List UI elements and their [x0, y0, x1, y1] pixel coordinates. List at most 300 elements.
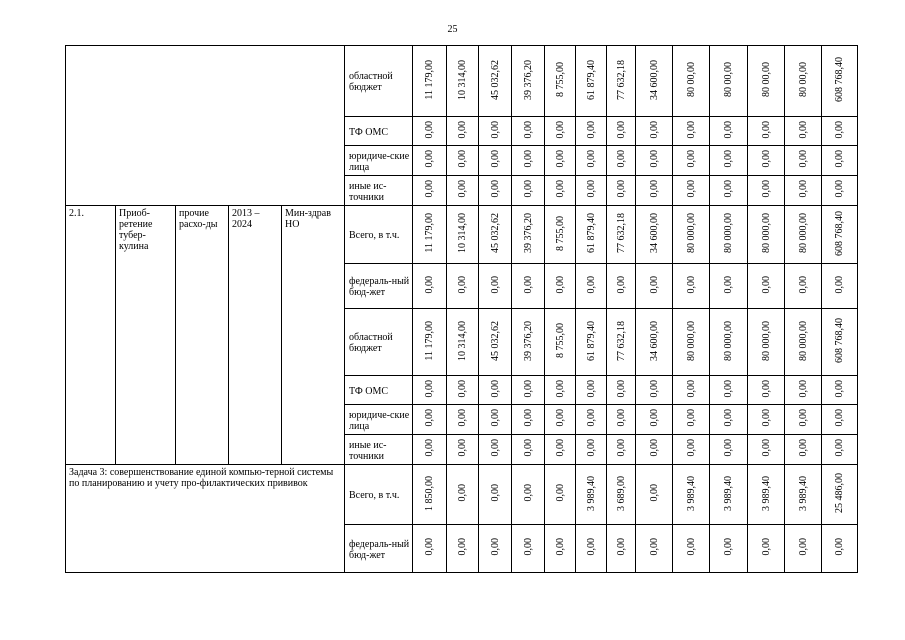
value-text: 0,00	[797, 409, 809, 427]
value-text: 0,00	[797, 120, 809, 139]
value-cell	[607, 117, 636, 146]
value-cell	[447, 435, 479, 465]
value-cell	[447, 465, 479, 525]
source-cell: областной бюджет	[345, 46, 413, 117]
value-text: 0,00	[648, 180, 660, 198]
value-cell	[447, 46, 479, 117]
value-text: 608 768,40	[834, 57, 845, 102]
value-cell	[607, 465, 636, 525]
value-text: 0,00	[648, 379, 660, 398]
value-text: 0,00	[457, 439, 468, 457]
value-text: 0,00	[797, 439, 809, 457]
source-cell: ТФ ОМС	[345, 376, 413, 405]
value-cell	[545, 46, 576, 117]
value-cell	[636, 176, 673, 206]
value-cell	[545, 465, 576, 525]
value-cell	[748, 465, 785, 525]
value-cell	[710, 525, 748, 573]
value-text: 0,00	[648, 484, 660, 502]
value-text: 0,00	[723, 120, 734, 139]
value-cell	[748, 117, 785, 146]
value-cell	[710, 435, 748, 465]
value-text: 39 376,20	[522, 213, 534, 253]
value-text: 0,00	[648, 409, 660, 427]
value-cell	[673, 264, 710, 309]
value-text: 0,00	[760, 439, 772, 457]
value-text: 0,00	[424, 180, 435, 198]
value-text: 0,00	[615, 180, 627, 198]
value-cell	[512, 465, 545, 525]
value-cell	[413, 405, 447, 435]
value-text: 0,00	[489, 538, 501, 556]
value-text: 0,00	[554, 150, 566, 168]
value-text: 0,00	[760, 180, 772, 198]
value-text: 0,00	[648, 275, 660, 294]
item-executor: Мин-здрав НО	[282, 206, 345, 465]
value-text: 608 768,40	[834, 318, 845, 363]
value-cell	[822, 465, 858, 525]
value-text: 0,00	[834, 275, 845, 294]
value-cell	[607, 435, 636, 465]
value-cell	[785, 264, 822, 309]
value-cell	[413, 146, 447, 176]
value-cell	[479, 176, 512, 206]
value-text: 0,00	[489, 439, 501, 457]
value-text: 0,00	[797, 150, 809, 168]
value-cell	[413, 176, 447, 206]
value-text: 0,00	[648, 150, 660, 168]
value-cell	[576, 264, 607, 309]
value-cell	[447, 525, 479, 573]
value-text: 80 000,00	[723, 213, 734, 253]
source-cell: Всего, в т.ч.	[345, 465, 413, 525]
value-text: 0,00	[554, 538, 566, 556]
value-cell	[545, 405, 576, 435]
value-cell	[413, 264, 447, 309]
value-cell	[413, 465, 447, 525]
value-cell	[710, 117, 748, 146]
value-cell	[413, 46, 447, 117]
value-cell	[447, 176, 479, 206]
value-text: 0,00	[615, 150, 627, 168]
value-cell	[479, 435, 512, 465]
value-cell	[710, 405, 748, 435]
budget-table	[65, 45, 858, 573]
value-cell	[447, 206, 479, 264]
value-text: 0,00	[554, 120, 566, 139]
value-cell	[479, 206, 512, 264]
value-cell	[545, 146, 576, 176]
value-cell	[822, 435, 858, 465]
value-cell	[710, 264, 748, 309]
value-text: 0,00	[554, 439, 566, 457]
value-cell	[822, 46, 858, 117]
value-text: 8 755,00	[554, 323, 566, 358]
value-cell	[636, 46, 673, 117]
value-text: 1 850,00	[424, 475, 435, 511]
value-text: 39 376,20	[522, 320, 534, 361]
value-text: 3 989,40	[585, 475, 597, 511]
value-cell	[822, 376, 858, 405]
value-cell	[710, 309, 748, 376]
value-cell	[607, 405, 636, 435]
value-cell	[785, 465, 822, 525]
value-text: 11 179,00	[424, 320, 435, 361]
value-text: 45 032,62	[489, 59, 501, 100]
value-text: 0,00	[554, 180, 566, 198]
value-text: 0,00	[723, 379, 734, 398]
value-text: 3 989,40	[760, 475, 772, 511]
value-cell	[479, 264, 512, 309]
value-text: 0,00	[489, 275, 501, 294]
source-cell: иные ис-точники	[345, 176, 413, 206]
value-text: 0,00	[554, 484, 566, 502]
value-cell	[479, 465, 512, 525]
value-cell	[710, 206, 748, 264]
value-cell	[785, 206, 822, 264]
value-text: 0,00	[834, 150, 845, 168]
value-cell	[545, 435, 576, 465]
value-text: 0,00	[424, 275, 435, 294]
value-cell	[636, 435, 673, 465]
value-cell	[748, 176, 785, 206]
value-cell	[673, 435, 710, 465]
value-text: 0,00	[457, 120, 468, 139]
value-cell	[785, 525, 822, 573]
value-text: 0,00	[685, 439, 697, 457]
value-text: 0,00	[685, 275, 697, 294]
value-cell	[512, 146, 545, 176]
value-text: 0,00	[685, 409, 697, 427]
value-cell	[576, 146, 607, 176]
value-cell	[545, 264, 576, 309]
source-cell: федераль-ный бюд-жет	[345, 264, 413, 309]
value-cell	[785, 405, 822, 435]
value-cell	[636, 206, 673, 264]
value-cell	[512, 206, 545, 264]
value-text: 0,00	[489, 180, 501, 198]
item-name: Приоб-ретение тубер-кулина	[116, 206, 176, 465]
value-cell	[479, 405, 512, 435]
value-cell	[607, 309, 636, 376]
value-text: 80 00,00	[723, 62, 734, 97]
item-period: 2013 – 2024	[229, 206, 282, 465]
page-number: 25	[447, 24, 458, 35]
value-cell	[748, 46, 785, 117]
value-text: 0,00	[457, 409, 468, 427]
value-text: 0,00	[585, 379, 597, 398]
value-text: 0,00	[554, 409, 566, 427]
value-text: 0,00	[834, 120, 845, 139]
value-text: 0,00	[489, 379, 501, 398]
value-text: 0,00	[797, 180, 809, 198]
item-type: прочие расхо-ды	[176, 206, 229, 465]
value-text: 0,00	[615, 275, 627, 294]
value-text: 80 00,00	[685, 62, 697, 97]
value-cell	[673, 46, 710, 117]
value-cell	[607, 46, 636, 117]
source-cell: иные ис-точники	[345, 435, 413, 465]
value-text: 0,00	[522, 180, 534, 198]
value-cell	[636, 465, 673, 525]
value-text: 11 179,00	[424, 213, 435, 253]
value-cell	[512, 176, 545, 206]
value-text: 0,00	[522, 150, 534, 168]
value-cell	[785, 376, 822, 405]
value-text: 0,00	[797, 275, 809, 294]
value-text: 0,00	[585, 409, 597, 427]
source-cell: юридиче-ские лица	[345, 405, 413, 435]
value-text: 3 989,40	[685, 475, 697, 511]
value-text: 34 600,00	[648, 213, 660, 253]
value-text: 0,00	[424, 409, 435, 427]
value-text: 45 032,62	[489, 213, 501, 253]
value-cell	[447, 376, 479, 405]
value-cell	[607, 206, 636, 264]
value-text: 39 376,20	[522, 59, 534, 100]
value-cell	[822, 525, 858, 573]
value-cell	[512, 405, 545, 435]
value-text: 0,00	[723, 180, 734, 198]
value-cell	[673, 146, 710, 176]
value-cell	[512, 264, 545, 309]
value-cell	[576, 435, 607, 465]
value-text: 8 755,00	[554, 62, 566, 97]
value-text: 0,00	[424, 150, 435, 168]
value-cell	[822, 309, 858, 376]
value-cell	[512, 46, 545, 117]
value-text: 0,00	[648, 538, 660, 556]
value-cell	[576, 46, 607, 117]
value-text: 11 179,00	[424, 59, 435, 100]
value-cell	[748, 206, 785, 264]
value-text: 0,00	[457, 150, 468, 168]
value-cell	[785, 309, 822, 376]
value-cell	[545, 206, 576, 264]
value-cell	[512, 525, 545, 573]
value-text: 80 00,00	[797, 62, 809, 97]
value-text: 34 600,00	[648, 320, 660, 361]
value-text: 0,00	[760, 379, 772, 398]
value-cell	[447, 309, 479, 376]
value-cell	[785, 176, 822, 206]
value-cell	[785, 117, 822, 146]
value-text: 0,00	[648, 439, 660, 457]
value-cell	[636, 117, 673, 146]
value-text: 0,00	[457, 379, 468, 398]
value-text: 0,00	[834, 409, 845, 427]
value-cell	[822, 206, 858, 264]
value-text: 0,00	[723, 538, 734, 556]
value-text: 0,00	[585, 150, 597, 168]
value-text: 0,00	[723, 409, 734, 427]
value-cell	[447, 117, 479, 146]
value-text: 0,00	[615, 439, 627, 457]
value-text: 61 879,40	[585, 213, 597, 253]
value-cell	[710, 376, 748, 405]
value-cell	[479, 309, 512, 376]
value-text: 0,00	[615, 379, 627, 398]
value-text: 0,00	[522, 538, 534, 556]
value-text: 8 755,00	[554, 215, 566, 251]
value-cell	[636, 405, 673, 435]
table-row	[66, 465, 858, 525]
value-text: 77 632,18	[615, 59, 627, 100]
value-cell	[673, 376, 710, 405]
value-cell	[673, 465, 710, 525]
value-text: 0,00	[554, 275, 566, 294]
value-cell	[512, 117, 545, 146]
value-cell	[822, 176, 858, 206]
value-text: 0,00	[424, 379, 435, 398]
empty-description-cell	[66, 46, 345, 206]
value-cell	[545, 176, 576, 206]
task-3-description: Задача 3: совершенствование единой компью-терной системы по планированию и учету про-филактических прививок	[66, 465, 345, 573]
value-text: 80 000,00	[685, 213, 697, 253]
value-text: 608 768,40	[834, 210, 845, 256]
value-text: 0,00	[489, 150, 501, 168]
value-cell	[822, 117, 858, 146]
source-cell: Всего, в т.ч.	[345, 206, 413, 264]
value-cell	[512, 309, 545, 376]
value-text: 80 00,00	[760, 62, 772, 97]
value-text: 0,00	[424, 538, 435, 556]
value-text: 0,00	[760, 150, 772, 168]
value-text: 0,00	[797, 538, 809, 556]
source-cell: ТФ ОМС	[345, 117, 413, 146]
value-text: 0,00	[489, 484, 501, 502]
value-text: 3 689,00	[615, 475, 627, 511]
value-text: 0,00	[723, 150, 734, 168]
value-cell	[673, 309, 710, 376]
value-text: 0,00	[648, 120, 660, 139]
value-text: 80 000,00	[760, 320, 772, 361]
value-text: 0,00	[615, 120, 627, 139]
value-cell	[673, 206, 710, 264]
item-number: 2.1.	[66, 206, 116, 465]
source-cell: областной бюджет	[345, 309, 413, 376]
source-cell: федераль-ный бюд-жет	[345, 525, 413, 573]
value-cell	[785, 146, 822, 176]
value-text: 0,00	[522, 275, 534, 294]
value-cell	[748, 264, 785, 309]
value-text: 80 000,00	[723, 320, 734, 361]
value-text: 80 000,00	[760, 213, 772, 253]
value-cell	[479, 117, 512, 146]
value-text: 0,00	[834, 439, 845, 457]
value-text: 0,00	[457, 180, 468, 198]
value-text: 0,00	[685, 180, 697, 198]
value-cell	[512, 376, 545, 405]
value-cell	[545, 309, 576, 376]
value-cell	[413, 525, 447, 573]
value-text: 0,00	[834, 538, 845, 556]
value-text: 0,00	[585, 275, 597, 294]
value-text: 0,00	[522, 120, 534, 139]
table-row	[66, 46, 858, 117]
value-text: 61 879,40	[585, 59, 597, 100]
value-cell	[576, 376, 607, 405]
value-text: 77 632,18	[615, 213, 627, 253]
value-text: 80 000,00	[797, 213, 809, 253]
value-text: 34 600,00	[648, 59, 660, 100]
value-text: 0,00	[424, 120, 435, 139]
value-cell	[447, 264, 479, 309]
value-cell	[748, 309, 785, 376]
value-cell	[748, 146, 785, 176]
value-cell	[710, 176, 748, 206]
value-cell	[576, 176, 607, 206]
value-cell	[607, 525, 636, 573]
value-text: 3 989,40	[797, 475, 809, 511]
value-cell	[710, 465, 748, 525]
value-text: 0,00	[522, 439, 534, 457]
value-text: 0,00	[585, 120, 597, 139]
value-text: 10 314,00	[457, 59, 468, 100]
source-cell: юридиче-ские лица	[345, 146, 413, 176]
value-text: 0,00	[685, 379, 697, 398]
value-cell	[576, 525, 607, 573]
value-text: 0,00	[585, 439, 597, 457]
value-cell	[413, 376, 447, 405]
value-cell	[785, 46, 822, 117]
value-cell	[512, 435, 545, 465]
value-cell	[607, 264, 636, 309]
value-text: 0,00	[489, 120, 501, 139]
value-cell	[413, 435, 447, 465]
value-cell	[673, 176, 710, 206]
value-text: 0,00	[685, 120, 697, 139]
value-text: 0,00	[615, 538, 627, 556]
value-text: 0,00	[685, 150, 697, 168]
value-cell	[479, 525, 512, 573]
value-cell	[576, 206, 607, 264]
value-text: 3 989,40	[723, 475, 734, 511]
value-text: 0,00	[760, 275, 772, 294]
value-cell	[636, 309, 673, 376]
value-cell	[413, 117, 447, 146]
value-text: 25 486,00	[834, 473, 845, 513]
value-cell	[710, 46, 748, 117]
value-cell	[447, 405, 479, 435]
value-cell	[607, 176, 636, 206]
value-text: 0,00	[797, 379, 809, 398]
value-cell	[413, 206, 447, 264]
value-cell	[822, 146, 858, 176]
value-text: 0,00	[522, 409, 534, 427]
value-text: 0,00	[457, 538, 468, 556]
value-text: 0,00	[457, 275, 468, 294]
value-cell	[748, 376, 785, 405]
value-cell	[748, 525, 785, 573]
value-text: 80 000,00	[685, 320, 697, 361]
value-cell	[636, 264, 673, 309]
value-cell	[822, 405, 858, 435]
value-text: 0,00	[522, 379, 534, 398]
value-text: 0,00	[585, 538, 597, 556]
value-cell	[607, 146, 636, 176]
value-cell	[636, 525, 673, 573]
value-text: 0,00	[834, 180, 845, 198]
value-cell	[545, 525, 576, 573]
value-text: 0,00	[554, 379, 566, 398]
value-text: 0,00	[760, 409, 772, 427]
value-text: 0,00	[615, 409, 627, 427]
table-row	[66, 206, 858, 264]
value-cell	[479, 376, 512, 405]
value-text: 0,00	[457, 484, 468, 502]
value-cell	[545, 376, 576, 405]
